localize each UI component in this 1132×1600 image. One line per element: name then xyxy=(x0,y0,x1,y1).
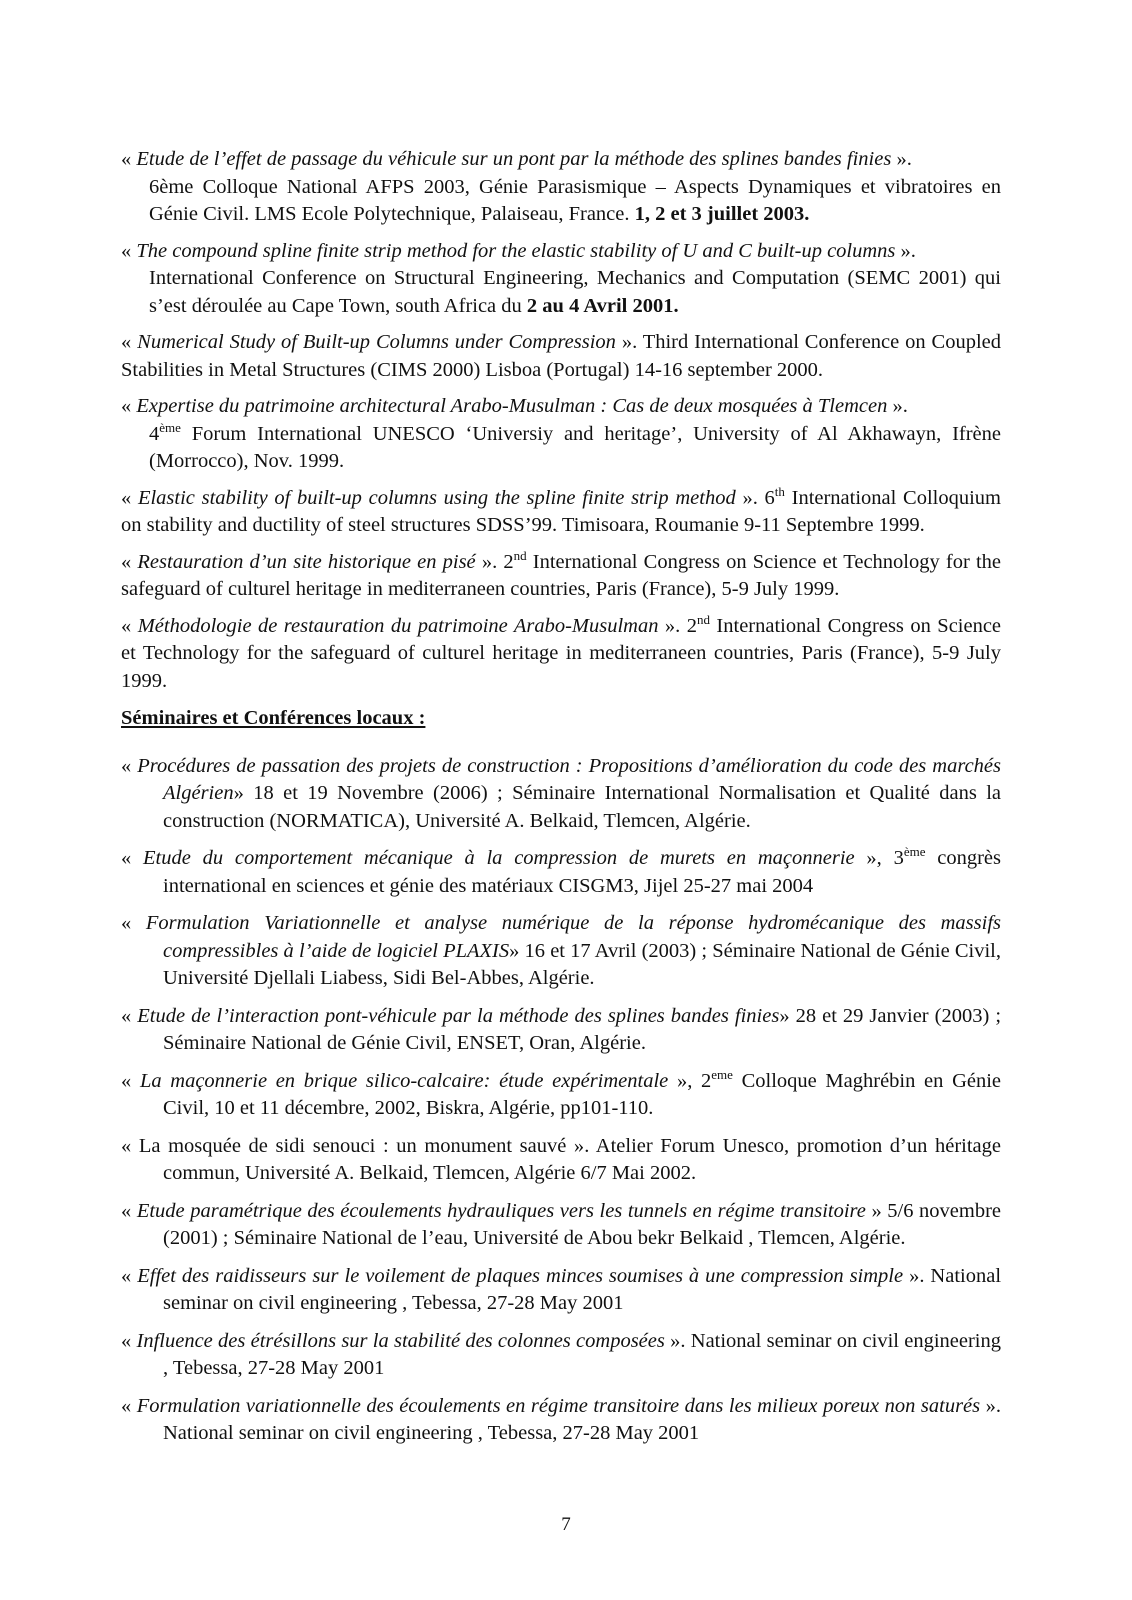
entry-detail: congrès international en sciences et génie des matériaux CISGM3, Jijel 25-27 mai 2004 xyxy=(163,847,1001,897)
section-heading-local: Séminaires et Conférences locaux : xyxy=(121,707,426,729)
entry-ordinal: 4 xyxy=(149,422,160,445)
entry-date: 1, 2 et 3 juillet 2003. xyxy=(634,203,810,225)
local-entry-9: « Influence des étrésillons sur la stabilité des colonnes composées ». National seminar on civil engineering , Tebessa, 27-28 May 2001 xyxy=(121,1329,1002,1379)
entry-title: Méthodologie de restauration du patrimoine Arabo-Musulman xyxy=(137,614,659,637)
entry-title: La mosquée de sidi senouci : un monument sauvé xyxy=(138,1134,567,1157)
entry-ordinal: 2 xyxy=(503,550,514,573)
entry-title: The compound spline finite strip method for the elastic stability of U and C built-up columns xyxy=(136,239,896,262)
page-content xyxy=(121,146,1001,1448)
entry-ordinal-suffix: ème xyxy=(159,419,181,435)
local-entry-6: « La mosquée de sidi senouci : un monument sauvé ». Atelier Forum Unesco, promotion d’un héritage commun, Université A. Belkaid, Tlemcen, Algérie 6/7 Mai 2002. xyxy=(121,1134,1002,1184)
intl-entry-7: « Méthodologie de restauration du patrimoine Arabo-Musulman ». 2nd International Congress on Science et Technology for the safeguard of culturel heritage in mediterraneen countries, Paris (France), 5-9 July 1999. xyxy=(121,611,1002,692)
intl-entry-4: « Expertise du patrimoine architectural Arabo-Musulman : Cas de deux mosquées à Tlemcen ». 4ème Forum International UNESCO ‘Universiy and heritage’, University of Al Akhawayn, Ifrène (Morrocco), Nov. 1999. xyxy=(121,395,1001,472)
local-entry-3: « Formulation Variationnelle et analyse numérique de la réponse hydromécanique des massifs compressibles à l’aide de logiciel PLAXIS» 16 et 17 Avril (2003) ; Séminaire National de Génie Civil, Université Djellali Liabess, Sidi Bel-Abbes, Algérie. xyxy=(121,912,1002,989)
entry-title: Numerical Study of Built-up Columns under Compression xyxy=(137,331,616,353)
entry-title: La maçonnerie en brique silico-calcaire: étude expérimentale xyxy=(139,1069,669,1092)
entry-title: Effet des raidisseurs sur le voilement de plaques minces soumises à une compression simple xyxy=(137,1264,904,1287)
entry-ordinal: , 3 xyxy=(876,847,904,869)
entry-title: Etude du comportement mécanique à la compression de murets en maçonnerie xyxy=(143,847,855,869)
entry-ordinal-suffix: eme xyxy=(711,1066,733,1082)
entry-detail: International Conference on Structural Engineering, Mechanics and Computation (SEMC 2001) qui s’est déroulée au Cape Town, south Africa du xyxy=(149,267,1001,317)
entry-detail: Colloque Maghrébin en Génie Civil, 10 et 11 décembre, 2002, Biskra, Algérie, pp101-110. xyxy=(163,1069,1002,1119)
entry-ordinal-suffix: nd xyxy=(513,547,527,563)
entry-ordinal: , 2 xyxy=(687,1069,712,1092)
entry-detail: 6ème Colloque National AFPS 2003, Génie Parasismique – Aspects Dynamiques et vibratoires en Génie Civil. LMS Ecole Polytechnique, Palaiseau, France. xyxy=(149,175,1001,225)
entry-title: Elastic stability of built-up columns using the spline finite strip method xyxy=(137,486,736,509)
entry-detail: International Congress on Science et Technology for the safeguard of culturel heritage in mediterraneen countries, Paris (France), 5-9 July 1999. xyxy=(121,550,1001,600)
page-number: 7 xyxy=(561,1514,571,1535)
intl-entry-2: « The compound spline finite strip method for the elastic stability of U and C built-up columns ». International Conference on Structural Engineering, Mechanics and Computation (SEMC 2001) qui s’est déroulée au Cape Town, south Africa du 2 au 4 Avril 2001. xyxy=(121,239,1001,317)
entry-detail: 28 et 29 Janvier (2003) ; Séminaire National de Génie Civil, ENSET, Oran, Algérie. xyxy=(163,1004,1002,1054)
entry-detail: . National seminar on civil engineering , Tebessa, 27-28 May 2001 xyxy=(163,1394,1002,1444)
entry-ordinal: 6 xyxy=(764,486,775,509)
entry-ordinal-suffix: ème xyxy=(903,844,926,860)
intl-entry-5: « Elastic stability of built-up columns using the spline finite strip method ». 6th International Colloquium on stability and ductility of steel structures SDSS’99. Timisoara, Roumanie 9-11 Septembre 1999. xyxy=(121,483,1002,536)
local-entry-7: « Etude paramétrique des écoulements hydrauliques vers les tunnels en régime transitoire » 5/6 novembre (2001) ; Séminaire National de l’eau, Université de Abou bekr Belkaid , Tlemcen, Algérie. xyxy=(121,1199,1002,1249)
entry-detail: Forum International UNESCO ‘Universiy and heritage’, University of Al Akhawayn, Ifrène (Morrocco), Nov. 1999. xyxy=(149,422,1001,472)
entry-detail: Third International Conference on Coupled Stabilities in Metal Structures (CIMS 2000) Lisboa (Portugal) 14-16 september 2000. xyxy=(121,331,1002,381)
entry-title: Formulation variationnelle des écoulements en régime transitoire dans les milieux poreux non saturés xyxy=(136,1394,981,1417)
entry-detail: International Congress on Science et Technology for the safeguard of culturel heritage in mediterraneen countries, Paris (France), 5-9 July 1999. xyxy=(121,614,1002,692)
entry-title: Expertise du patrimoine architectural Arabo-Musulman : Cas de deux mosquées à Tlemcen xyxy=(136,395,888,417)
entry-title: Restauration d’un site historique en pisé xyxy=(137,550,476,573)
intl-entry-3: « Numerical Study of Built-up Columns under Compression ». Third International Conference on Coupled Stabilities in Metal Structures (CIMS 2000) Lisboa (Portugal) 14-16 september 2000. xyxy=(121,331,1002,381)
entry-title: Procédures de passation des projets de construction : Propositions d’amélioration du code des marchés Algérien xyxy=(137,754,1001,804)
intl-entry-6: « Restauration d’un site historique en pisé ». 2nd International Congress on Science et Technology for the safeguard of culturel heritage in mediterraneen countries, Paris (France), 5-9 July 1999. xyxy=(121,547,1001,600)
entry-title: Etude de l’interaction pont-véhicule par la méthode des splines bandes finies xyxy=(137,1004,780,1027)
entry-detail: 18 et 19 Novembre (2006) ; Séminaire International Normalisation et Qualité dans la construction (NORMATICA), Université A. Belkaid, Tlemcen, Algérie. xyxy=(163,782,1001,832)
intl-entry-1: « Etude de l’effet de passage du véhicule sur un pont par la méthode des splines bandes finies ». 6ème Colloque National AFPS 2003, Génie Parasismique – Aspects Dynamiques et vibratoires en Génie Civil. LMS Ecole Polytechnique, Palaiseau, France. 1, 2 et 3 juillet 2003. xyxy=(121,148,1001,225)
entry-ordinal: 2 xyxy=(686,614,697,637)
entry-detail: 5/6 novembre (2001) ; Séminaire National de l’eau, Université de Abou bekr Belkaid , Tlemcen, Algérie. xyxy=(163,1199,1002,1249)
entry-detail: 16 et 17 Avril (2003) ; Séminaire National de Génie Civil, Université Djellali Liabess, Sidi Bel-Abbes, Algérie. xyxy=(163,939,1001,989)
local-entry-10: « Formulation variationnelle des écoulements en régime transitoire dans les milieux poreux non saturés ». National seminar on civil engineering , Tebessa, 27-28 May 2001 xyxy=(121,1394,1002,1444)
entry-title: Formulation Variationnelle et analyse numérique de la réponse hydromécanique des massifs compressibles à l’aide de logiciel PLAXIS xyxy=(145,912,1002,962)
entry-ordinal-suffix: nd xyxy=(696,611,710,627)
local-entry-4: « Etude de l’interaction pont-véhicule par la méthode des splines bandes finies» 28 et 29 Janvier (2003) ; Séminaire National de Génie Civil, ENSET, Oran, Algérie. xyxy=(121,1004,1002,1054)
entry-date: 2 au 4 Avril 2001. xyxy=(526,294,679,317)
entry-title: Etude de l’effet de passage du véhicule sur un pont par la méthode des splines bandes finies xyxy=(136,148,892,170)
entry-detail: International Colloquium on stability and ductility of steel structures SDSS’99. Timisoara, Roumanie 9-11 Septembre 1999. xyxy=(121,486,1002,536)
local-entry-1: « Procédures de passation des projets de construction : Propositions d’amélioration du code des marchés Algérien» 18 et 19 Novembre (2006) ; Séminaire International Normalisation et Qualité dans la construction (NORMATICA), Université A. Belkaid, Tlemcen, Algérie. xyxy=(121,754,1001,832)
entry-ordinal-suffix: th xyxy=(774,483,785,499)
entry-title: Etude paramétrique des écoulements hydrauliques vers les tunnels en régime transitoire xyxy=(136,1199,866,1222)
local-entry-2: « Etude du comportement mécanique à la compression de murets en maçonnerie », 3ème congrès international en sciences et génie des matériaux CISGM3, Jijel 25-27 mai 2004 xyxy=(121,844,1001,897)
entry-title: Influence des étrésillons sur la stabilité des colonnes composées xyxy=(136,1329,665,1352)
entry-detail: . National seminar on civil engineering , Tebessa, 27-28 May 2001 xyxy=(163,1264,1002,1314)
local-entry-5: « La maçonnerie en brique silico-calcaire: étude expérimentale », 2eme Colloque Maghrébin en Génie Civil, 10 et 11 décembre, 2002, Biskra, Algérie, pp101-110. xyxy=(121,1066,1002,1119)
entry-detail: . Atelier Forum Unesco, promotion d’un héritage commun, Université A. Belkaid, Tlemcen, Algérie 6/7 Mai 2002. xyxy=(163,1134,1002,1184)
local-entry-8: « Effet des raidisseurs sur le voilement de plaques minces soumises à une compression simple ». National seminar on civil engineering , Tebessa, 27-28 May 2001 xyxy=(121,1264,1002,1314)
entry-detail: . National seminar on civil engineering , Tebessa, 27-28 May 2001 xyxy=(163,1329,1002,1379)
